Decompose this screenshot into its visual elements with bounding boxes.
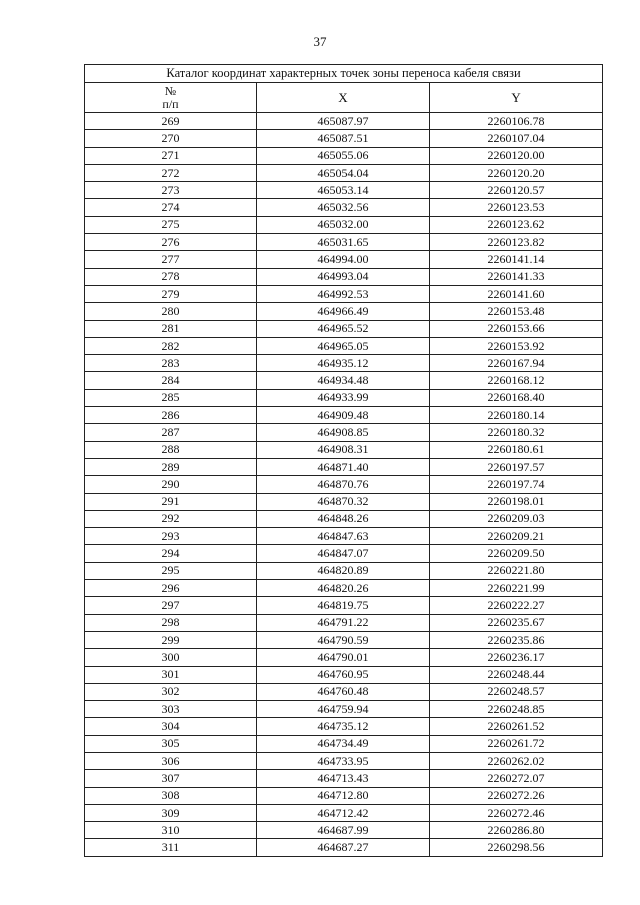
cell-y: 2260222.27 <box>430 597 603 614</box>
cell-point-number: 309 <box>85 804 257 821</box>
cell-point-number: 275 <box>85 216 257 233</box>
cell-x: 464847.07 <box>257 545 430 562</box>
table-row <box>85 337 603 354</box>
cell-y: 2260120.00 <box>430 147 603 164</box>
cell-x: 464935.12 <box>257 355 430 372</box>
table-body <box>85 113 603 857</box>
cell-x: 464819.75 <box>257 597 430 614</box>
cell-y: 2260123.82 <box>430 234 603 251</box>
cell-x: 464734.49 <box>257 735 430 752</box>
cell-point-number: 270 <box>85 130 257 147</box>
cell-point-number: 283 <box>85 355 257 372</box>
table-row <box>85 666 603 683</box>
table-row <box>85 199 603 216</box>
coordinate-catalog-table <box>84 64 603 857</box>
cell-point-number: 305 <box>85 735 257 752</box>
cell-point-number: 306 <box>85 752 257 769</box>
cell-point-number: 303 <box>85 701 257 718</box>
cell-y: 2260123.62 <box>430 216 603 233</box>
table-row <box>85 735 603 752</box>
cell-y: 2260272.26 <box>430 787 603 804</box>
cell-x: 464966.49 <box>257 303 430 320</box>
cell-point-number: 310 <box>85 822 257 839</box>
cell-x: 464994.00 <box>257 251 430 268</box>
cell-point-number: 284 <box>85 372 257 389</box>
cell-point-number: 274 <box>85 199 257 216</box>
table-row <box>85 562 603 579</box>
cell-point-number: 297 <box>85 597 257 614</box>
cell-point-number: 290 <box>85 476 257 493</box>
cell-point-number: 308 <box>85 787 257 804</box>
cell-x: 464712.42 <box>257 804 430 821</box>
cell-x: 464820.26 <box>257 580 430 597</box>
cell-y: 2260120.20 <box>430 164 603 181</box>
table-row <box>85 458 603 475</box>
table-row <box>85 372 603 389</box>
table-row <box>85 389 603 406</box>
cell-y: 2260198.01 <box>430 493 603 510</box>
cell-y: 2260197.57 <box>430 458 603 475</box>
table-row <box>85 649 603 666</box>
cell-point-number: 293 <box>85 528 257 545</box>
cell-x: 464791.22 <box>257 614 430 631</box>
table-row <box>85 528 603 545</box>
cell-x: 464992.53 <box>257 285 430 302</box>
table-title-row <box>85 65 603 83</box>
cell-x: 464760.95 <box>257 666 430 683</box>
cell-y: 2260180.32 <box>430 424 603 441</box>
table-row <box>85 320 603 337</box>
table-row <box>85 164 603 181</box>
cell-y: 2260221.80 <box>430 562 603 579</box>
cell-point-number: 278 <box>85 268 257 285</box>
table-row <box>85 493 603 510</box>
table-row <box>85 285 603 302</box>
cell-x: 464909.48 <box>257 407 430 424</box>
table-row <box>85 614 603 631</box>
cell-x: 464712.80 <box>257 787 430 804</box>
cell-point-number: 273 <box>85 182 257 199</box>
cell-point-number: 288 <box>85 441 257 458</box>
table-row <box>85 424 603 441</box>
cell-y: 2260272.46 <box>430 804 603 821</box>
cell-y: 2260153.48 <box>430 303 603 320</box>
cell-y: 2260235.86 <box>430 631 603 648</box>
cell-y: 2260236.17 <box>430 649 603 666</box>
cell-x: 464820.89 <box>257 562 430 579</box>
cell-x: 464847.63 <box>257 528 430 545</box>
cell-point-number: 285 <box>85 389 257 406</box>
cell-point-number: 287 <box>85 424 257 441</box>
cell-x: 464713.43 <box>257 770 430 787</box>
cell-y: 2260180.14 <box>430 407 603 424</box>
cell-y: 2260209.21 <box>430 528 603 545</box>
table-row <box>85 441 603 458</box>
cell-y: 2260221.99 <box>430 580 603 597</box>
table-row <box>85 545 603 562</box>
cell-y: 2260106.78 <box>430 113 603 130</box>
cell-point-number: 271 <box>85 147 257 164</box>
cell-point-number: 291 <box>85 493 257 510</box>
cell-x: 464848.26 <box>257 510 430 527</box>
cell-point-number: 269 <box>85 113 257 130</box>
cell-y: 2260167.94 <box>430 355 603 372</box>
cell-y: 2260209.50 <box>430 545 603 562</box>
cell-point-number: 304 <box>85 718 257 735</box>
cell-x: 464760.48 <box>257 683 430 700</box>
cell-y: 2260168.40 <box>430 389 603 406</box>
cell-y: 2260298.56 <box>430 839 603 856</box>
cell-point-number: 299 <box>85 631 257 648</box>
cell-x: 464790.01 <box>257 649 430 666</box>
cell-point-number: 277 <box>85 251 257 268</box>
cell-x: 464735.12 <box>257 718 430 735</box>
cell-y: 2260235.67 <box>430 614 603 631</box>
table-row <box>85 182 603 199</box>
table-row <box>85 234 603 251</box>
cell-y: 2260261.72 <box>430 735 603 752</box>
cell-x: 465087.51 <box>257 130 430 147</box>
cell-point-number: 272 <box>85 164 257 181</box>
table-row <box>85 597 603 614</box>
cell-x: 464965.05 <box>257 337 430 354</box>
cell-point-number: 311 <box>85 839 257 856</box>
cell-y: 2260153.66 <box>430 320 603 337</box>
cell-y: 2260262.02 <box>430 752 603 769</box>
cell-x: 465032.56 <box>257 199 430 216</box>
cell-point-number: 276 <box>85 234 257 251</box>
cell-x: 464871.40 <box>257 458 430 475</box>
cell-point-number: 300 <box>85 649 257 666</box>
table-row <box>85 718 603 735</box>
cell-x: 464993.04 <box>257 268 430 285</box>
cell-x: 465053.14 <box>257 182 430 199</box>
cell-y: 2260248.57 <box>430 683 603 700</box>
cell-point-number: 296 <box>85 580 257 597</box>
cell-x: 464965.52 <box>257 320 430 337</box>
header-y: Y <box>430 83 603 113</box>
header-number-abbrev: п/п <box>162 96 179 111</box>
header-x: X <box>257 83 430 113</box>
cell-point-number: 298 <box>85 614 257 631</box>
cell-y: 2260168.12 <box>430 372 603 389</box>
table-row <box>85 251 603 268</box>
table-title: Каталог координат характерных точек зоны переноса кабеля связи <box>85 65 603 83</box>
cell-x: 465032.00 <box>257 216 430 233</box>
table-row <box>85 510 603 527</box>
table-row <box>85 822 603 839</box>
cell-y: 2260180.61 <box>430 441 603 458</box>
table-row <box>85 476 603 493</box>
cell-x: 465054.04 <box>257 164 430 181</box>
table-row <box>85 303 603 320</box>
cell-y: 2260141.60 <box>430 285 603 302</box>
table-row <box>85 631 603 648</box>
cell-x: 464908.31 <box>257 441 430 458</box>
table-row <box>85 355 603 372</box>
table-row <box>85 130 603 147</box>
table-row <box>85 701 603 718</box>
cell-x: 464733.95 <box>257 752 430 769</box>
cell-y: 2260120.57 <box>430 182 603 199</box>
table-row <box>85 113 603 130</box>
cell-y: 2260107.04 <box>430 130 603 147</box>
cell-x: 465055.06 <box>257 147 430 164</box>
cell-x: 465087.97 <box>257 113 430 130</box>
cell-x: 464687.99 <box>257 822 430 839</box>
header-number <box>85 83 257 113</box>
table-row <box>85 683 603 700</box>
table-row <box>85 580 603 597</box>
cell-point-number: 279 <box>85 285 257 302</box>
table-row <box>85 147 603 164</box>
cell-x: 464870.32 <box>257 493 430 510</box>
header-number-symbol: № <box>164 83 177 98</box>
cell-y: 2260209.03 <box>430 510 603 527</box>
table-row <box>85 787 603 804</box>
cell-y: 2260153.92 <box>430 337 603 354</box>
cell-y: 2260248.44 <box>430 666 603 683</box>
table-header-row <box>85 83 603 113</box>
cell-x: 464790.59 <box>257 631 430 648</box>
table-row <box>85 268 603 285</box>
cell-y: 2260123.53 <box>430 199 603 216</box>
page-number: 37 <box>313 34 327 49</box>
cell-x: 465031.65 <box>257 234 430 251</box>
cell-x: 464759.94 <box>257 701 430 718</box>
cell-point-number: 302 <box>85 683 257 700</box>
cell-x: 464908.85 <box>257 424 430 441</box>
cell-point-number: 307 <box>85 770 257 787</box>
cell-y: 2260141.14 <box>430 251 603 268</box>
cell-point-number: 301 <box>85 666 257 683</box>
table-row <box>85 839 603 856</box>
cell-y: 2260248.85 <box>430 701 603 718</box>
cell-x: 464687.27 <box>257 839 430 856</box>
cell-y: 2260197.74 <box>430 476 603 493</box>
cell-x: 464934.48 <box>257 372 430 389</box>
table-row <box>85 770 603 787</box>
cell-point-number: 282 <box>85 337 257 354</box>
table-row <box>85 407 603 424</box>
table-row <box>85 216 603 233</box>
cell-x: 464870.76 <box>257 476 430 493</box>
cell-y: 2260272.07 <box>430 770 603 787</box>
cell-point-number: 289 <box>85 458 257 475</box>
cell-point-number: 281 <box>85 320 257 337</box>
cell-point-number: 286 <box>85 407 257 424</box>
table-row <box>85 752 603 769</box>
table-row <box>85 804 603 821</box>
cell-point-number: 295 <box>85 562 257 579</box>
cell-y: 2260286.80 <box>430 822 603 839</box>
cell-point-number: 292 <box>85 510 257 527</box>
cell-y: 2260261.52 <box>430 718 603 735</box>
cell-y: 2260141.33 <box>430 268 603 285</box>
cell-point-number: 294 <box>85 545 257 562</box>
cell-x: 464933.99 <box>257 389 430 406</box>
cell-point-number: 280 <box>85 303 257 320</box>
